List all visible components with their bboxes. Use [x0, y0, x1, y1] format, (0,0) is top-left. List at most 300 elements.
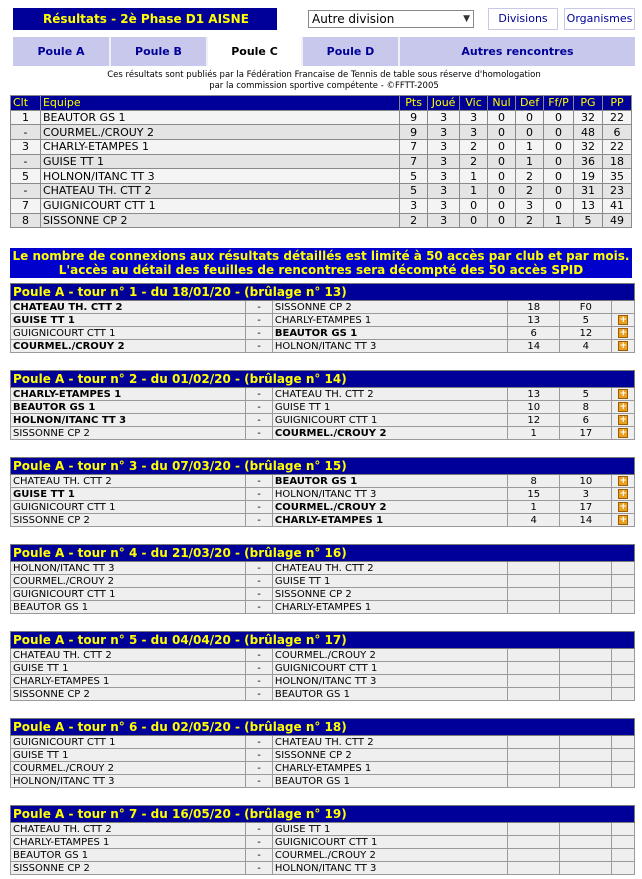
- disclaimer-line-2: par la commission sportive compétente - ©FFTT-2005: [209, 80, 439, 91]
- match-detail-icon[interactable]: +: [619, 427, 627, 438]
- standings-team-name[interactable]: BEAUTOR GS 1: [40, 110, 399, 125]
- tab-poule-d[interactable]: Poule D: [303, 37, 400, 66]
- standings-cell: 0: [544, 198, 574, 213]
- standings-cell: 0: [488, 184, 516, 199]
- away-team[interactable]: CHARLY-ETAMPES 1: [272, 314, 507, 327]
- round-title: Poule A - tour n° 6 - du 02/05/20 - (brûlage n° 18): [11, 719, 635, 736]
- division-select-value: Autre division: [312, 12, 395, 26]
- standings-cell: 22: [602, 110, 631, 125]
- home-team[interactable]: CHARLY-ETAMPES 1: [11, 675, 246, 688]
- away-score: [560, 762, 612, 775]
- match-detail-icon[interactable]: +: [619, 514, 627, 525]
- standings-cell: 1: [460, 169, 488, 184]
- organismes-link[interactable]: Organismes: [564, 8, 635, 30]
- away-score: [560, 662, 612, 675]
- standings-cell: 3: [428, 140, 460, 155]
- standings-cell: 8: [11, 213, 41, 228]
- warning-line-2: L'accès au détail des feuilles de rencontres sera décompté des 50 accès SPID: [58, 263, 584, 277]
- home-team[interactable]: GUISE TT 1: [11, 314, 246, 327]
- home-team[interactable]: SISSONNE CP 2: [11, 862, 246, 875]
- match-detail-cell: [612, 575, 635, 588]
- match-separator: -: [246, 823, 273, 836]
- match-separator: -: [246, 601, 273, 614]
- match-row: [11, 414, 635, 427]
- home-team[interactable]: COURMEL./CROUY 2: [11, 340, 246, 353]
- standings-table: [10, 95, 632, 228]
- away-score: [560, 562, 612, 575]
- standings-cell: 2: [516, 213, 544, 228]
- match-detail-cell[interactable]: [612, 414, 635, 427]
- away-score: 17: [560, 501, 612, 514]
- standings-cell: 3: [428, 198, 460, 213]
- col-header-pts: Pts: [400, 96, 428, 111]
- match-row: [11, 327, 635, 340]
- standings-cell: 31: [574, 184, 603, 199]
- home-score: [508, 836, 560, 849]
- standings-cell: 0: [488, 140, 516, 155]
- match-separator: -: [246, 514, 273, 527]
- home-score: 1: [508, 501, 560, 514]
- home-score: 14: [508, 340, 560, 353]
- standings-cell: 7: [400, 154, 428, 169]
- away-team[interactable]: COURMEL./CROUY 2: [272, 427, 507, 440]
- standings-cell: 32: [574, 110, 603, 125]
- tab-poule-c[interactable]: Poule C: [208, 37, 303, 66]
- standings-row: [11, 154, 632, 169]
- match-detail-cell[interactable]: [612, 514, 635, 527]
- standings-cell: 5: [11, 169, 41, 184]
- match-detail-cell[interactable]: [612, 327, 635, 340]
- away-team[interactable]: HOLNON/ITANC TT 3: [272, 675, 507, 688]
- match-detail-cell[interactable]: [612, 427, 635, 440]
- round-title: Poule A - tour n° 3 - du 07/03/20 - (brûlage n° 15): [11, 458, 635, 475]
- standings-cell: 48: [574, 125, 603, 140]
- division-select[interactable]: [308, 10, 474, 28]
- round-title: Poule A - tour n° 4 - du 21/03/20 - (brûlage n° 16): [11, 545, 635, 562]
- away-team[interactable]: SISSONNE CP 2: [272, 749, 507, 762]
- away-score: 5: [560, 314, 612, 327]
- away-team[interactable]: GUIGNICOURT CTT 1: [272, 836, 507, 849]
- standings-team-name[interactable]: CHATEAU TH. CTT 2: [40, 184, 399, 199]
- match-detail-icon[interactable]: +: [619, 414, 627, 425]
- away-score: 5: [560, 388, 612, 401]
- away-score: [560, 588, 612, 601]
- away-score: [560, 849, 612, 862]
- home-team[interactable]: CHATEAU TH. CTT 2: [11, 649, 246, 662]
- round-title-row: [11, 632, 635, 649]
- home-team[interactable]: CHARLY-ETAMPES 1: [11, 388, 246, 401]
- home-score: 6: [508, 327, 560, 340]
- home-team[interactable]: SISSONNE CP 2: [11, 688, 246, 701]
- round-title: Poule A - tour n° 1 - du 18/01/20 - (brûlage n° 13): [11, 284, 635, 301]
- home-score: [508, 662, 560, 675]
- standings-cell: 3: [460, 110, 488, 125]
- match-detail-cell: [612, 588, 635, 601]
- standings-row: [11, 169, 632, 184]
- away-score: [560, 575, 612, 588]
- match-detail-cell[interactable]: [612, 401, 635, 414]
- away-team[interactable]: BEAUTOR GS 1: [272, 775, 507, 788]
- standings-cell: 5: [400, 169, 428, 184]
- home-team[interactable]: GUISE TT 1: [11, 662, 246, 675]
- standings-team-name[interactable]: HOLNON/ITANC TT 3: [40, 169, 399, 184]
- match-detail-icon[interactable]: +: [619, 388, 627, 399]
- match-row: [11, 501, 635, 514]
- home-team[interactable]: CHATEAU TH. CTT 2: [11, 301, 246, 314]
- away-team[interactable]: COURMEL./CROUY 2: [272, 849, 507, 862]
- standings-cell: 0: [544, 184, 574, 199]
- home-score: [508, 588, 560, 601]
- standings-cell: 3: [516, 198, 544, 213]
- match-separator: -: [246, 575, 273, 588]
- match-detail-cell[interactable]: [612, 388, 635, 401]
- poule-tabs: [13, 37, 635, 66]
- home-team[interactable]: BEAUTOR GS 1: [11, 601, 246, 614]
- home-score: [508, 775, 560, 788]
- away-score: [560, 749, 612, 762]
- away-team[interactable]: BEAUTOR GS 1: [272, 475, 507, 488]
- match-separator: -: [246, 388, 273, 401]
- match-row: [11, 662, 635, 675]
- away-score: 14: [560, 514, 612, 527]
- match-detail-cell: [612, 601, 635, 614]
- home-score: [508, 562, 560, 575]
- round-title-row: [11, 284, 635, 301]
- tab-poule-b[interactable]: Poule B: [111, 37, 208, 66]
- match-row: [11, 736, 635, 749]
- home-team[interactable]: GUISE TT 1: [11, 488, 246, 501]
- standings-team-name[interactable]: GUIGNICOURT CTT 1: [40, 198, 399, 213]
- away-team[interactable]: CHARLY-ETAMPES 1: [272, 762, 507, 775]
- match-detail-icon[interactable]: +: [619, 488, 627, 499]
- round-table: [10, 544, 635, 614]
- match-separator: -: [246, 649, 273, 662]
- standings-cell: 7: [400, 140, 428, 155]
- home-score: [508, 749, 560, 762]
- match-detail-cell: [612, 649, 635, 662]
- standings-cell: 3: [428, 169, 460, 184]
- match-detail-cell: [612, 775, 635, 788]
- match-separator: -: [246, 401, 273, 414]
- match-row: [11, 388, 635, 401]
- away-score: [560, 836, 612, 849]
- standings-header-row: [11, 96, 632, 111]
- standings-cell: 0: [516, 125, 544, 140]
- col-header-clt: Clt: [11, 96, 41, 111]
- home-score: [508, 862, 560, 875]
- match-detail-cell[interactable]: [612, 475, 635, 488]
- match-detail-icon[interactable]: +: [619, 401, 627, 412]
- standings-cell: 9: [400, 125, 428, 140]
- standings-cell: 13: [574, 198, 603, 213]
- standings-cell: 1: [516, 154, 544, 169]
- match-row: [11, 762, 635, 775]
- match-separator: -: [246, 314, 273, 327]
- round-table: [10, 283, 635, 353]
- standings-cell: -: [11, 184, 41, 199]
- standings-row: [11, 198, 632, 213]
- match-separator: -: [246, 475, 273, 488]
- home-score: [508, 736, 560, 749]
- col-header-vic: Vic: [460, 96, 488, 111]
- match-detail-cell: [612, 675, 635, 688]
- round-title: Poule A - tour n° 2 - du 01/02/20 - (brûlage n° 14): [11, 371, 635, 388]
- away-score: [560, 649, 612, 662]
- col-header-equipe: Equipe: [40, 96, 399, 111]
- match-detail-icon[interactable]: +: [619, 340, 627, 351]
- home-team[interactable]: COURMEL./CROUY 2: [11, 762, 246, 775]
- away-team[interactable]: HOLNON/ITANC TT 3: [272, 488, 507, 501]
- match-separator: -: [246, 849, 273, 862]
- match-separator: -: [246, 675, 273, 688]
- home-team[interactable]: CHATEAU TH. CTT 2: [11, 823, 246, 836]
- home-team[interactable]: COURMEL./CROUY 2: [11, 575, 246, 588]
- away-team[interactable]: COURMEL./CROUY 2: [272, 501, 507, 514]
- home-score: 12: [508, 414, 560, 427]
- standings-cell: 0: [544, 154, 574, 169]
- home-team[interactable]: GUIGNICOURT CTT 1: [11, 327, 246, 340]
- standings-cell: -: [11, 154, 41, 169]
- match-separator: -: [246, 501, 273, 514]
- round-table: [10, 457, 635, 527]
- standings-cell: 7: [11, 198, 41, 213]
- standings-cell: 1: [544, 213, 574, 228]
- home-score: [508, 762, 560, 775]
- standings-cell: -: [11, 125, 41, 140]
- home-score: [508, 688, 560, 701]
- match-row: [11, 488, 635, 501]
- home-team[interactable]: HOLNON/ITANC TT 3: [11, 414, 246, 427]
- away-score: 12: [560, 327, 612, 340]
- match-detail-cell[interactable]: [612, 501, 635, 514]
- round-title-row: [11, 545, 635, 562]
- standings-team-name[interactable]: SISSONNE CP 2: [40, 213, 399, 228]
- away-score: [560, 823, 612, 836]
- away-team[interactable]: CHATEAU TH. CTT 2: [272, 388, 507, 401]
- warning-line-1: Le nombre de connexions aux résultats détaillés est limité à 50 accès par club et par mois.: [12, 249, 630, 263]
- standings-cell: 23: [602, 184, 631, 199]
- home-team[interactable]: HOLNON/ITANC TT 3: [11, 562, 246, 575]
- match-detail-cell: [612, 736, 635, 749]
- home-score: [508, 849, 560, 862]
- round-title-row: [11, 458, 635, 475]
- home-team[interactable]: CHARLY-ETAMPES 1: [11, 836, 246, 849]
- away-team[interactable]: GUIGNICOURT CTT 1: [272, 414, 507, 427]
- home-score: [508, 823, 560, 836]
- col-header-def: Def: [516, 96, 544, 111]
- home-team[interactable]: SISSONNE CP 2: [11, 514, 246, 527]
- away-team[interactable]: GUISE TT 1: [272, 401, 507, 414]
- match-detail-cell: [612, 688, 635, 701]
- match-row: [11, 849, 635, 862]
- match-row: [11, 601, 635, 614]
- match-row: [11, 649, 635, 662]
- round-table: [10, 718, 635, 788]
- match-detail-cell: [612, 301, 635, 314]
- away-team[interactable]: CHATEAU TH. CTT 2: [272, 562, 507, 575]
- match-separator: -: [246, 736, 273, 749]
- standings-cell: 0: [544, 110, 574, 125]
- match-separator: -: [246, 688, 273, 701]
- match-detail-cell[interactable]: [612, 340, 635, 353]
- away-team[interactable]: COURMEL./CROUY 2: [272, 649, 507, 662]
- standings-cell: 49: [602, 213, 631, 228]
- home-score: 10: [508, 401, 560, 414]
- home-score: [508, 601, 560, 614]
- away-team[interactable]: BEAUTOR GS 1: [272, 688, 507, 701]
- standings-row: [11, 125, 632, 140]
- standings-cell: 3: [428, 125, 460, 140]
- standings-cell: 18: [602, 154, 631, 169]
- match-detail-icon[interactable]: +: [619, 327, 627, 338]
- match-separator: -: [246, 862, 273, 875]
- match-detail-cell[interactable]: [612, 488, 635, 501]
- away-team[interactable]: GUISE TT 1: [272, 823, 507, 836]
- home-team[interactable]: BEAUTOR GS 1: [11, 849, 246, 862]
- home-score: 1: [508, 427, 560, 440]
- standings-team-name[interactable]: CHARLY-ETAMPES 1: [40, 140, 399, 155]
- match-detail-cell: [612, 762, 635, 775]
- away-score: 3: [560, 488, 612, 501]
- home-score: [508, 575, 560, 588]
- match-separator: -: [246, 562, 273, 575]
- match-detail-icon[interactable]: +: [619, 314, 627, 325]
- match-separator: -: [246, 588, 273, 601]
- standings-cell: 0: [544, 140, 574, 155]
- home-score: 18: [508, 301, 560, 314]
- match-row: [11, 427, 635, 440]
- match-row: [11, 401, 635, 414]
- match-row: [11, 475, 635, 488]
- round-title-row: [11, 806, 635, 823]
- away-score: [560, 675, 612, 688]
- away-team[interactable]: CHATEAU TH. CTT 2: [272, 736, 507, 749]
- standings-team-name[interactable]: COURMEL./CROUY 2: [40, 125, 399, 140]
- home-score: [508, 675, 560, 688]
- away-score: [560, 688, 612, 701]
- tab-autres-rencontres[interactable]: Autres rencontres: [400, 37, 635, 66]
- standings-cell: 2: [460, 154, 488, 169]
- standings-cell: 3: [460, 125, 488, 140]
- away-score: 17: [560, 427, 612, 440]
- match-row: [11, 862, 635, 875]
- home-score: 15: [508, 488, 560, 501]
- col-header-pg: PG: [574, 96, 603, 111]
- round-title-row: [11, 719, 635, 736]
- standings-cell: 2: [400, 213, 428, 228]
- away-team[interactable]: CHARLY-ETAMPES 1: [272, 514, 507, 527]
- match-detail-icon[interactable]: +: [619, 475, 627, 486]
- away-team[interactable]: CHARLY-ETAMPES 1: [272, 601, 507, 614]
- standings-row: [11, 110, 632, 125]
- access-warning: [10, 248, 632, 278]
- away-score: 6: [560, 414, 612, 427]
- standings-team-name[interactable]: GUISE TT 1: [40, 154, 399, 169]
- away-team[interactable]: SISSONNE CP 2: [272, 301, 507, 314]
- standings-cell: 1: [11, 110, 41, 125]
- away-team[interactable]: GUISE TT 1: [272, 575, 507, 588]
- match-row: [11, 836, 635, 849]
- disclaimer-line-1: Ces résultats sont publiés par la Fédération Francaise de Tennis de table sous réserve d'homologation: [107, 70, 541, 80]
- standings-cell: 0: [488, 125, 516, 140]
- standings-cell: 3: [428, 213, 460, 228]
- away-team[interactable]: HOLNON/ITANC TT 3: [272, 862, 507, 875]
- match-separator: -: [246, 301, 273, 314]
- match-row: [11, 514, 635, 527]
- match-separator: -: [246, 427, 273, 440]
- page-title: Résultats - 2è Phase D1 AISNE: [13, 8, 277, 30]
- round-title: Poule A - tour n° 5 - du 04/04/20 - (brûlage n° 17): [11, 632, 635, 649]
- home-team[interactable]: GUIGNICOURT CTT 1: [11, 736, 246, 749]
- match-separator: -: [246, 749, 273, 762]
- match-row: [11, 675, 635, 688]
- match-row: [11, 823, 635, 836]
- match-detail-icon[interactable]: +: [619, 501, 627, 512]
- standings-row: [11, 213, 632, 228]
- col-header-pp: PP: [602, 96, 631, 111]
- match-detail-cell: [612, 823, 635, 836]
- match-detail-cell: [612, 662, 635, 675]
- round-table: [10, 631, 635, 701]
- home-team[interactable]: GUIGNICOURT CTT 1: [11, 501, 246, 514]
- away-score: [560, 862, 612, 875]
- match-detail-cell: [612, 836, 635, 849]
- match-detail-cell: [612, 562, 635, 575]
- match-row: [11, 688, 635, 701]
- standings-cell: 0: [516, 110, 544, 125]
- match-detail-cell[interactable]: [612, 314, 635, 327]
- home-score: 8: [508, 475, 560, 488]
- home-score: [508, 649, 560, 662]
- standings-cell: 32: [574, 140, 603, 155]
- standings-cell: 0: [488, 154, 516, 169]
- home-team[interactable]: BEAUTOR GS 1: [11, 401, 246, 414]
- home-team[interactable]: CHATEAU TH. CTT 2: [11, 475, 246, 488]
- home-team[interactable]: GUISE TT 1: [11, 749, 246, 762]
- match-detail-cell: [612, 862, 635, 875]
- away-team[interactable]: SISSONNE CP 2: [272, 588, 507, 601]
- match-row: [11, 314, 635, 327]
- away-team[interactable]: HOLNON/ITANC TT 3: [272, 340, 507, 353]
- home-score: 13: [508, 388, 560, 401]
- standings-cell: 19: [574, 169, 603, 184]
- match-separator: -: [246, 662, 273, 675]
- home-score: 13: [508, 314, 560, 327]
- col-header-ffp: Ff/P: [544, 96, 574, 111]
- standings-cell: 6: [602, 125, 631, 140]
- away-team[interactable]: BEAUTOR GS 1: [272, 327, 507, 340]
- match-separator: -: [246, 340, 273, 353]
- home-team[interactable]: GUIGNICOURT CTT 1: [11, 588, 246, 601]
- match-row: [11, 575, 635, 588]
- away-team[interactable]: GUIGNICOURT CTT 1: [272, 662, 507, 675]
- standings-cell: 0: [488, 213, 516, 228]
- standings-cell: 3: [400, 198, 428, 213]
- home-team[interactable]: HOLNON/ITANC TT 3: [11, 775, 246, 788]
- standings-row: [11, 140, 632, 155]
- round-table: [10, 805, 635, 875]
- home-team[interactable]: SISSONNE CP 2: [11, 427, 246, 440]
- top-header: [13, 8, 635, 30]
- standings-cell: 9: [400, 110, 428, 125]
- match-separator: -: [246, 762, 273, 775]
- tab-poule-a[interactable]: Poule A: [13, 37, 111, 66]
- standings-cell: 0: [488, 169, 516, 184]
- standings-cell: 0: [460, 213, 488, 228]
- standings-cell: 36: [574, 154, 603, 169]
- match-row: [11, 749, 635, 762]
- divisions-link[interactable]: Divisions: [488, 8, 558, 30]
